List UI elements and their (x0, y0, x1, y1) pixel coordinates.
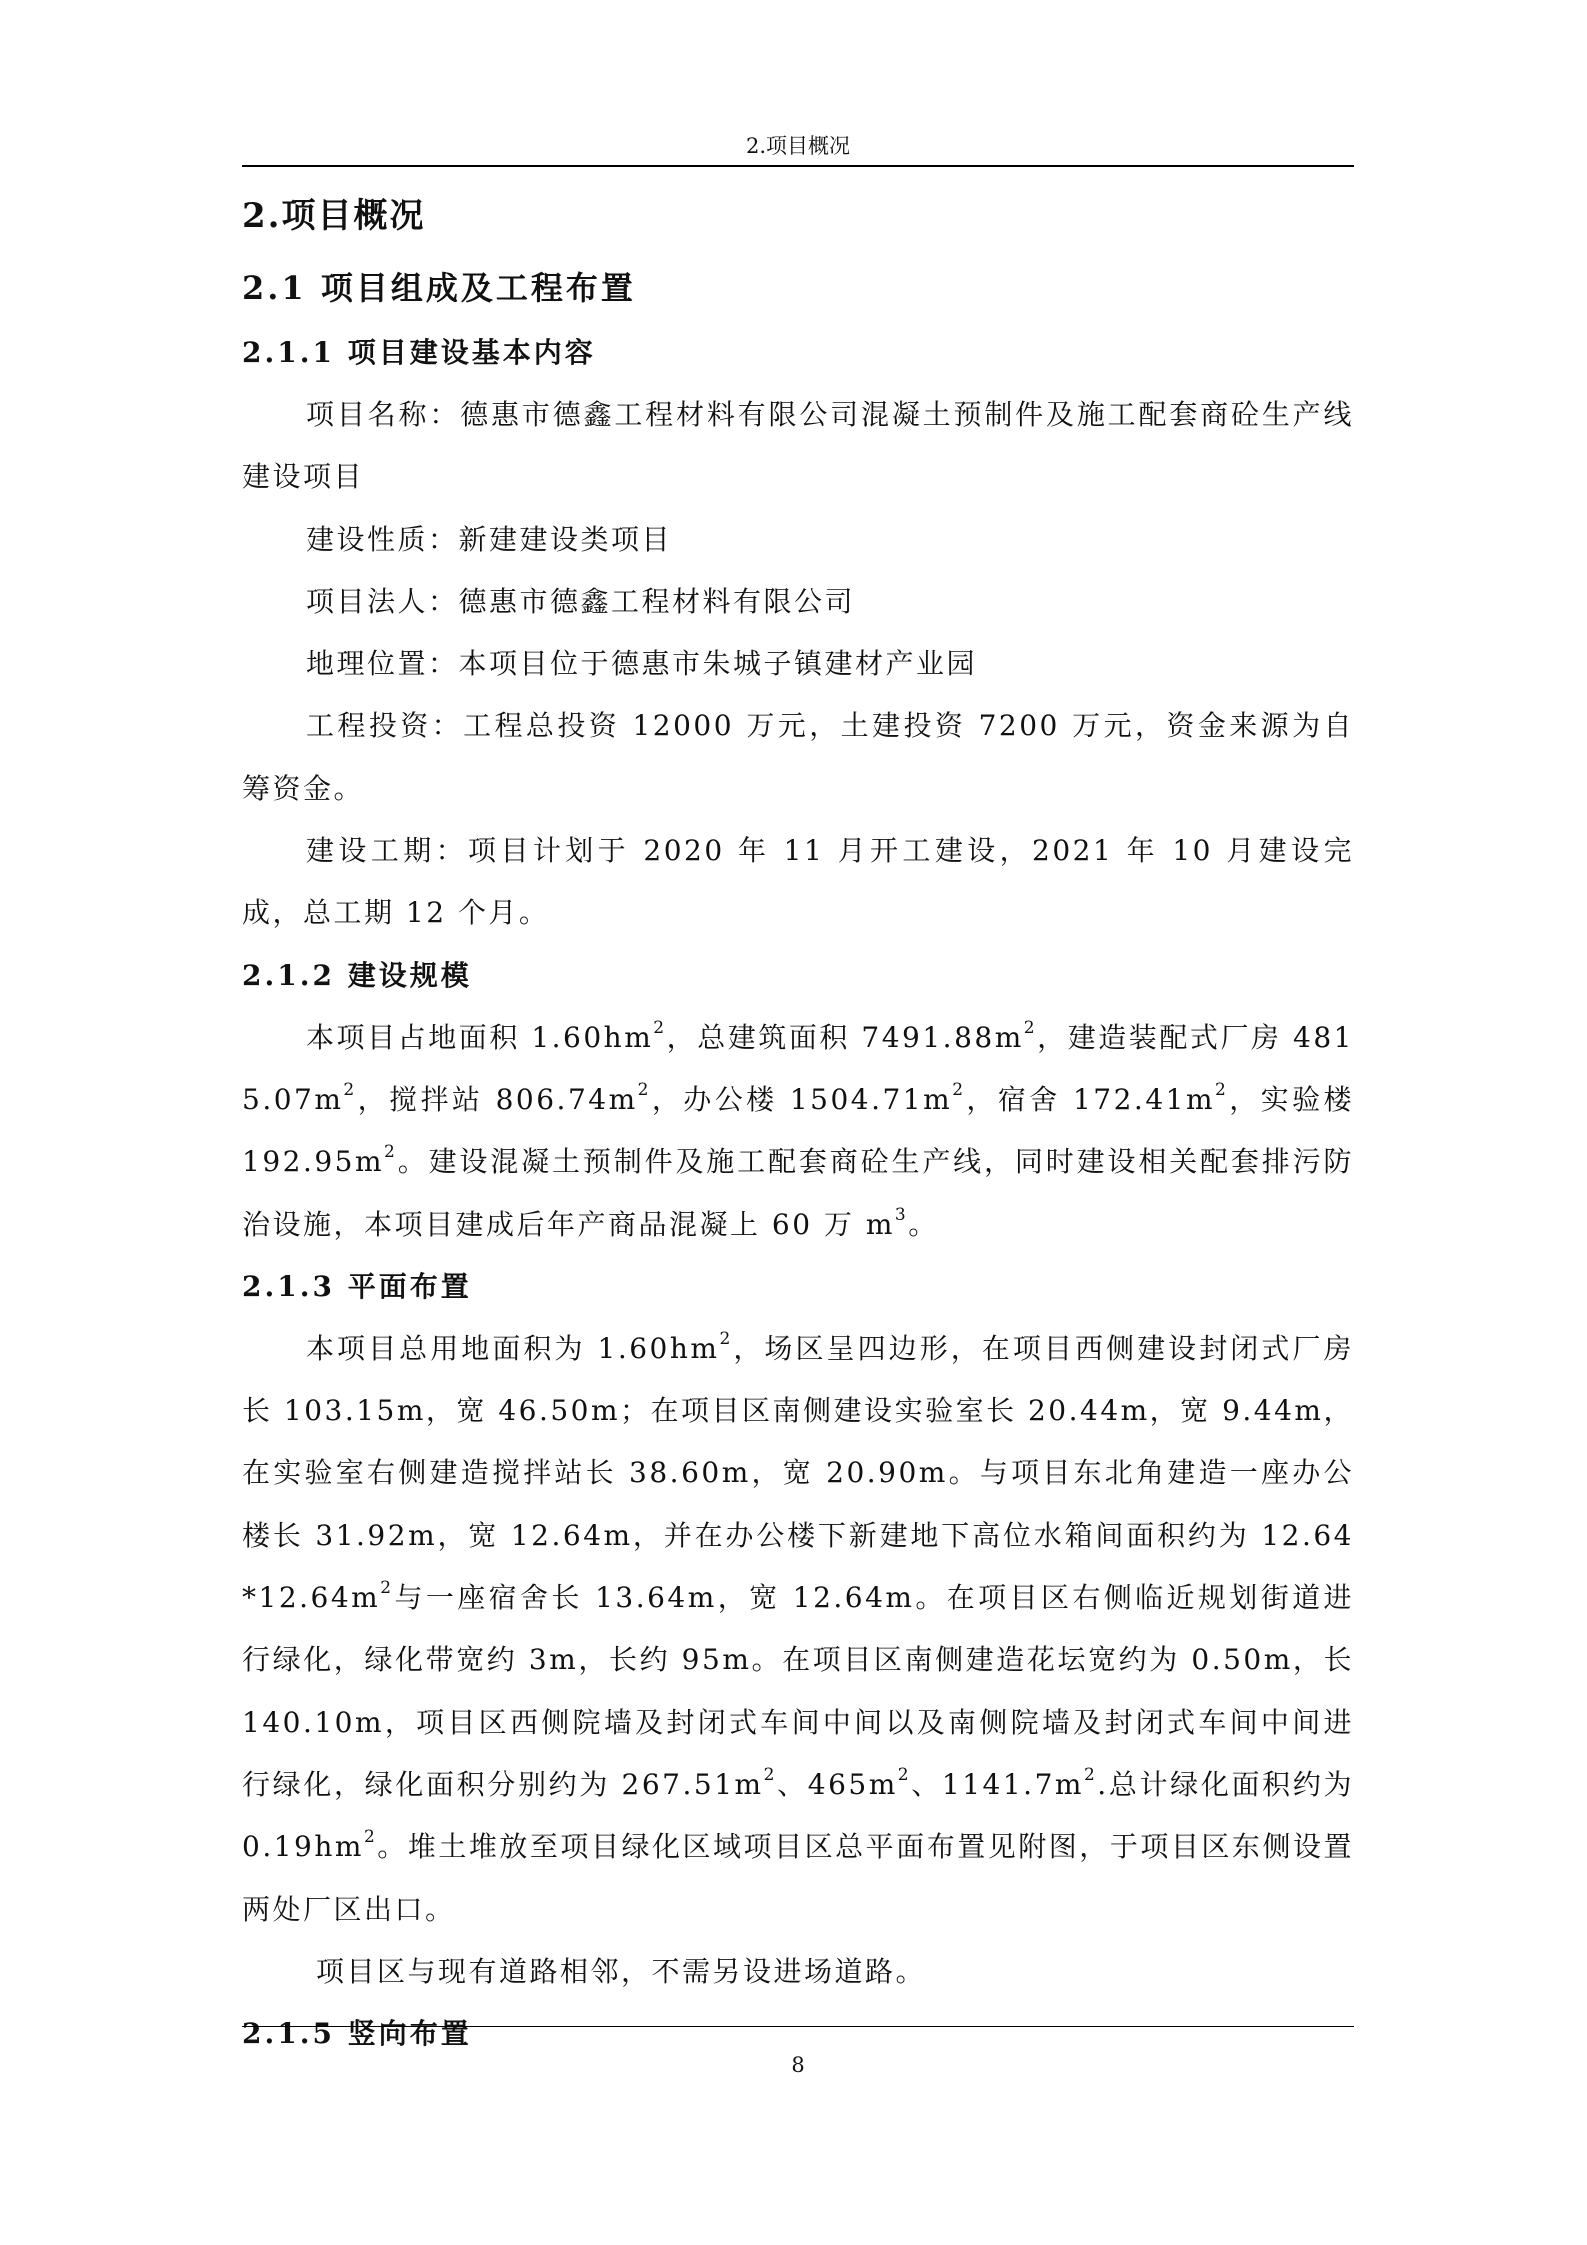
page-content (242, 190, 1354, 2065)
scale-text-5: ，办公楼 1504.71m (650, 1082, 953, 1116)
scale-text-3: ，建造装配式厂房 4815.07m (242, 1020, 1354, 1116)
legal-person-paragraph: 项目法人：德惠市德鑫工程材料有限公司 (306, 584, 856, 618)
project-name-paragraph: 项目名称：德惠市德鑫工程材料有限公司混凝土预制件及施工配套商砼生产线建设项目 (242, 398, 1354, 494)
footer-rule (242, 2026, 1354, 2027)
investment-paragraph: 工程投资：工程总投资 12000 万元，土建投资 7200 万元，资金来源为自筹资金。 (242, 709, 1354, 805)
section-heading-2-1: 2.1 项目组成及工程布置 (242, 269, 636, 307)
scale-text-8: 。建设混凝土预制件及施工配套商砼生产线，同时建设相关配套排污防治设施，本项目建成后年产商品混凝上 60 万 m (242, 1145, 1354, 1241)
layout-text-6: .总计绿化面积约为 0.19hm (242, 1767, 1354, 1864)
chapter-heading: 2.项目概况 (242, 196, 426, 236)
layout-text-5: 、1141.7m (911, 1767, 1084, 1801)
construction-scale-paragraph (242, 1007, 1354, 1256)
layout-superscript: 2 (897, 1764, 912, 1785)
access-road-paragraph: 项目区与现有道路相邻，不需另设进场道路。 (316, 1954, 927, 1988)
layout-superscript: 2 (363, 1827, 378, 1848)
layout-text-1: 本项目总用地面积为 1.60hm (306, 1331, 720, 1365)
subsection-heading-2-1-2: 2.1.2 建设规模 (242, 958, 472, 992)
layout-text-2: ，场区呈四边形，在项目西侧建设封闭式厂房长 103.15m，宽 46.50m；在项目区南侧建设实验室长 20.44m，宽 9.44m，在实验室右侧建造搅拌站长 38.60m，宽 20.90m。与项目东北角建造一座办公楼长 31.92m，宽 12.64m，并在办公楼下新建地下高位水箱间面积约为 12.64*12.64m (242, 1331, 1354, 1615)
location-paragraph: 地理位置：本项目位于德惠市朱城子镇建材产业园 (306, 647, 978, 681)
scale-superscript: 2 (343, 1079, 357, 1100)
layout-text-3: 与一座宿舍长 13.64m，宽 12.64m。在项目区右侧临近规划街道进行绿化，绿化带宽约 3m，长约 95m。在项目区南侧建造花坛宽约为 0.50m，长 140.10m，项目区西侧院墙及封闭式车间中间以及南侧院墙及封闭式车间中间进行绿化，绿化面积分别约为 267.51m (242, 1581, 1354, 1801)
page-number: 8 (791, 2053, 805, 2077)
scale-text-2: ，总建筑面积 7491.88m (666, 1020, 1024, 1054)
layout-superscript: 2 (380, 1578, 394, 1599)
plan-layout-paragraph (242, 1318, 1354, 1941)
running-header: 2.项目概况 (745, 134, 851, 158)
scale-text-1: 本项目占地面积 1.60hm (306, 1020, 654, 1054)
subsection-heading-2-1-1: 2.1.1 项目建设基本内容 (242, 336, 596, 369)
layout-text-7: 。堆土堆放至项目绿化区域项目区总平面布置见附图，于项目区东侧设置两处厂区出口。 (242, 1830, 1354, 1926)
layout-text-4: 、465m (776, 1767, 898, 1801)
layout-superscript: 2 (719, 1328, 733, 1349)
scale-text-7: ，实验楼 192.95m (242, 1082, 1354, 1179)
construction-nature-paragraph: 建设性质：新建建设类项目 (306, 522, 673, 556)
scale-text-6: ，宿舍 172.41m (965, 1082, 1215, 1116)
scale-text-4: ，搅拌站 806.74m (356, 1082, 638, 1116)
subsection-heading-2-1-5: 2.1.5 竖向布置 (242, 2017, 472, 2051)
scale-superscript-cubic: 3 (894, 1204, 909, 1225)
scale-superscript: 2 (1215, 1079, 1229, 1100)
scale-superscript: 2 (637, 1079, 651, 1100)
scale-superscript: 2 (653, 1017, 667, 1038)
scale-superscript: 2 (952, 1079, 966, 1100)
layout-superscript: 2 (763, 1764, 777, 1785)
construction-period-paragraph: 建设工期：项目计划于 2020 年 11 月开工建设，2021 年 10 月建设完成，总工期 12 个月。 (242, 834, 1354, 930)
layout-superscript: 2 (1083, 1764, 1098, 1785)
scale-superscript: 2 (384, 1142, 398, 1163)
subsection-heading-2-1-3: 2.1.3 平面布置 (242, 1269, 472, 1303)
scale-text-9: 。 (908, 1207, 939, 1241)
header-rule (242, 165, 1354, 167)
scale-superscript: 2 (1023, 1017, 1038, 1038)
